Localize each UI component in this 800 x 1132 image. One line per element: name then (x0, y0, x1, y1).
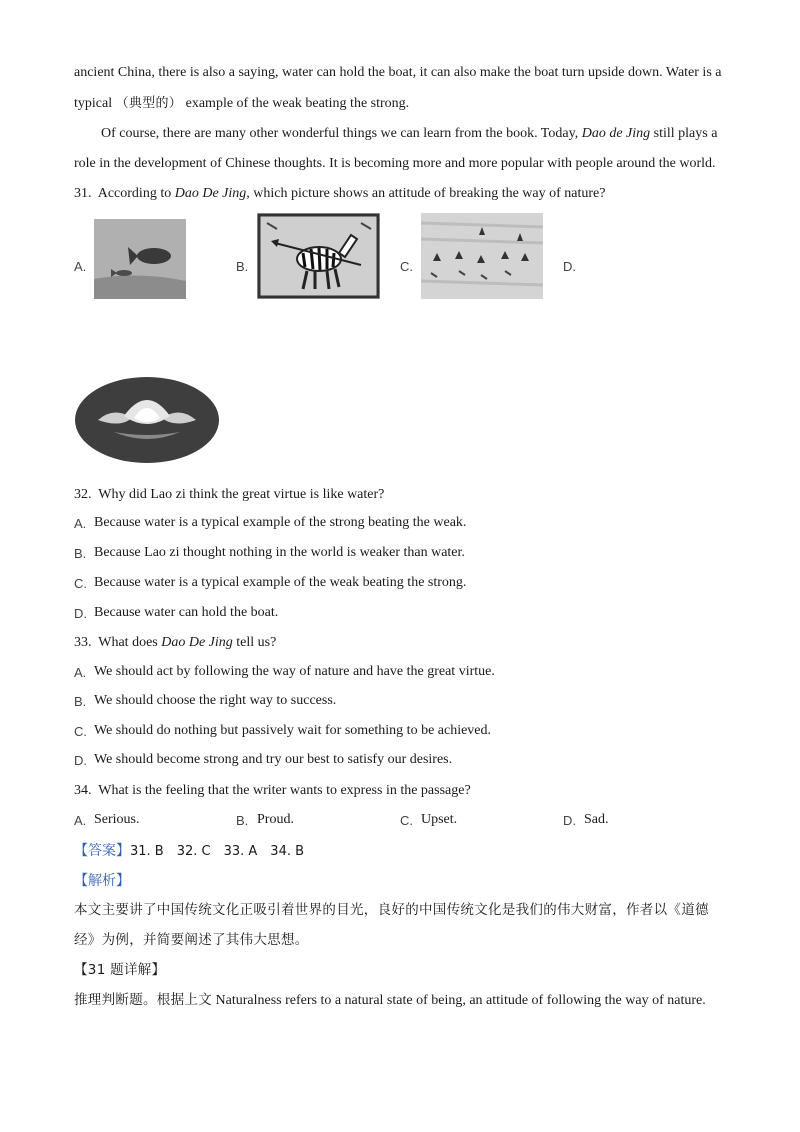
q33-option-d-text: We should become strong and try our best to satisfy our desires. (94, 752, 453, 767)
passage-line-3-a: Of course, there are many other wonderful things we can learn from the book. Today, (101, 126, 579, 141)
q34-option-d-letter: D. (563, 813, 576, 828)
q34-option-c-letter: C. (400, 813, 413, 828)
analysis-heading (74, 871, 130, 891)
question-number: 32. (74, 487, 92, 502)
analysis-label: 【解析】 (74, 872, 130, 888)
fish-picture (94, 219, 186, 299)
passage-line-2-rest: example of the weak beating the strong. (185, 96, 410, 111)
detail-31-english: Naturalness refers to a natural state of being, an attitude of following the way of nature. (215, 993, 706, 1008)
question-number: 31. (74, 186, 92, 201)
q32-option-d-text: Because water can hold the boat. (94, 605, 279, 620)
q32-stem-text: Why did Lao zi think the great virtue is like water? (98, 487, 385, 502)
question-number: 34. (74, 783, 92, 798)
q32-option-b-text: Because Lao zi thought nothing in the world is weaker than water. (94, 545, 465, 560)
analysis-line-2: 经》为例，并简要阐述了其伟大思想。 (74, 932, 309, 948)
book-title: Dao de Jing (581, 126, 651, 141)
q34-stem-text: What is the feeling that the writer wants to express in the passage? (98, 783, 471, 798)
passage-word-typical: typical (74, 96, 113, 111)
q33-option-a-text: We should act by following the way of nature and have the great virtue. (94, 664, 495, 679)
q33-stem-b: tell us? (236, 635, 277, 650)
q32-option-c-letter: C. (74, 576, 87, 591)
question-34-stem (74, 782, 471, 800)
q32-option-c-text: Because water is a typical example of the weak beating the strong. (94, 575, 467, 590)
passage-line-3 (101, 125, 717, 143)
q34-option-a-letter: A. (74, 813, 87, 828)
q32-option-b-letter: B. (74, 546, 87, 561)
q32-option-a-text: Because water is a typical example of the strong beating the weak. (94, 515, 467, 530)
q32-option-d-letter: D. (74, 606, 87, 621)
q34-option-c-text: Upset. (421, 812, 458, 827)
detail-31-line (74, 991, 706, 1010)
q31-option-b-letter: B. (236, 259, 249, 274)
book-title: Dao De Jing (161, 635, 233, 650)
q32-option-a-letter: A. (74, 516, 87, 531)
passage-chinese-gloss: （典型的） (115, 96, 183, 111)
q31-option-d-letter: D. (563, 259, 576, 274)
passage-line-2 (74, 95, 409, 113)
q31-option-a-letter: A. (74, 259, 87, 274)
passage-line-4: role in the development of Chinese thoughts. It is becoming more and more popular with people around the world. (74, 156, 716, 171)
passage-line-1: ancient China, there is also a saying, water can hold the boat, it can also make the boat turn upside down. Water is a (74, 65, 722, 80)
q33-option-c-letter: C. (74, 724, 87, 739)
zebra-arrow-picture (257, 213, 380, 299)
detail-31-chinese: 推理判断题。根据上文 (74, 992, 212, 1008)
q33-option-c-text: We should do nothing but passively wait for something to be achieved. (94, 723, 492, 738)
book-title: Dao De Jing (174, 186, 247, 201)
passage-line-3-b: still plays a (653, 126, 718, 141)
q33-stem-a: What does (98, 635, 158, 650)
answer-text: 31. B 32. C 33. A 34. B (130, 844, 305, 859)
q31-stem-b: , which picture shows an attitude of breaking the way of nature? (246, 186, 606, 201)
q33-option-a-letter: A. (74, 665, 87, 680)
detail-31-heading: 【31 题详解】 (74, 962, 166, 978)
q34-option-a-text: Serious. (94, 812, 140, 827)
q31-stem-a: According to (97, 186, 172, 201)
answer-label: 【答案】 (74, 842, 130, 858)
q33-option-d-letter: D. (74, 753, 87, 768)
question-33-stem (74, 634, 276, 652)
q34-option-b-letter: B. (236, 813, 249, 828)
q34-option-b-text: Proud. (257, 812, 294, 827)
analysis-line-1: 本文主要讲了中国传统文化正吸引着世界的目光，良好的中国传统文化是我们的伟大财富，作者以《道德 (74, 902, 709, 918)
question-32-stem (74, 486, 384, 504)
birds-migrating-picture (421, 213, 543, 299)
lotus-flower-picture (74, 376, 220, 464)
question-number: 33. (74, 635, 92, 650)
question-31-stem (74, 185, 605, 203)
answer-line (74, 841, 304, 861)
q31-option-c-letter: C. (400, 259, 413, 274)
q33-option-b-text: We should choose the right way to success. (94, 693, 337, 708)
q34-option-d-text: Sad. (584, 812, 609, 827)
q33-option-b-letter: B. (74, 694, 87, 709)
